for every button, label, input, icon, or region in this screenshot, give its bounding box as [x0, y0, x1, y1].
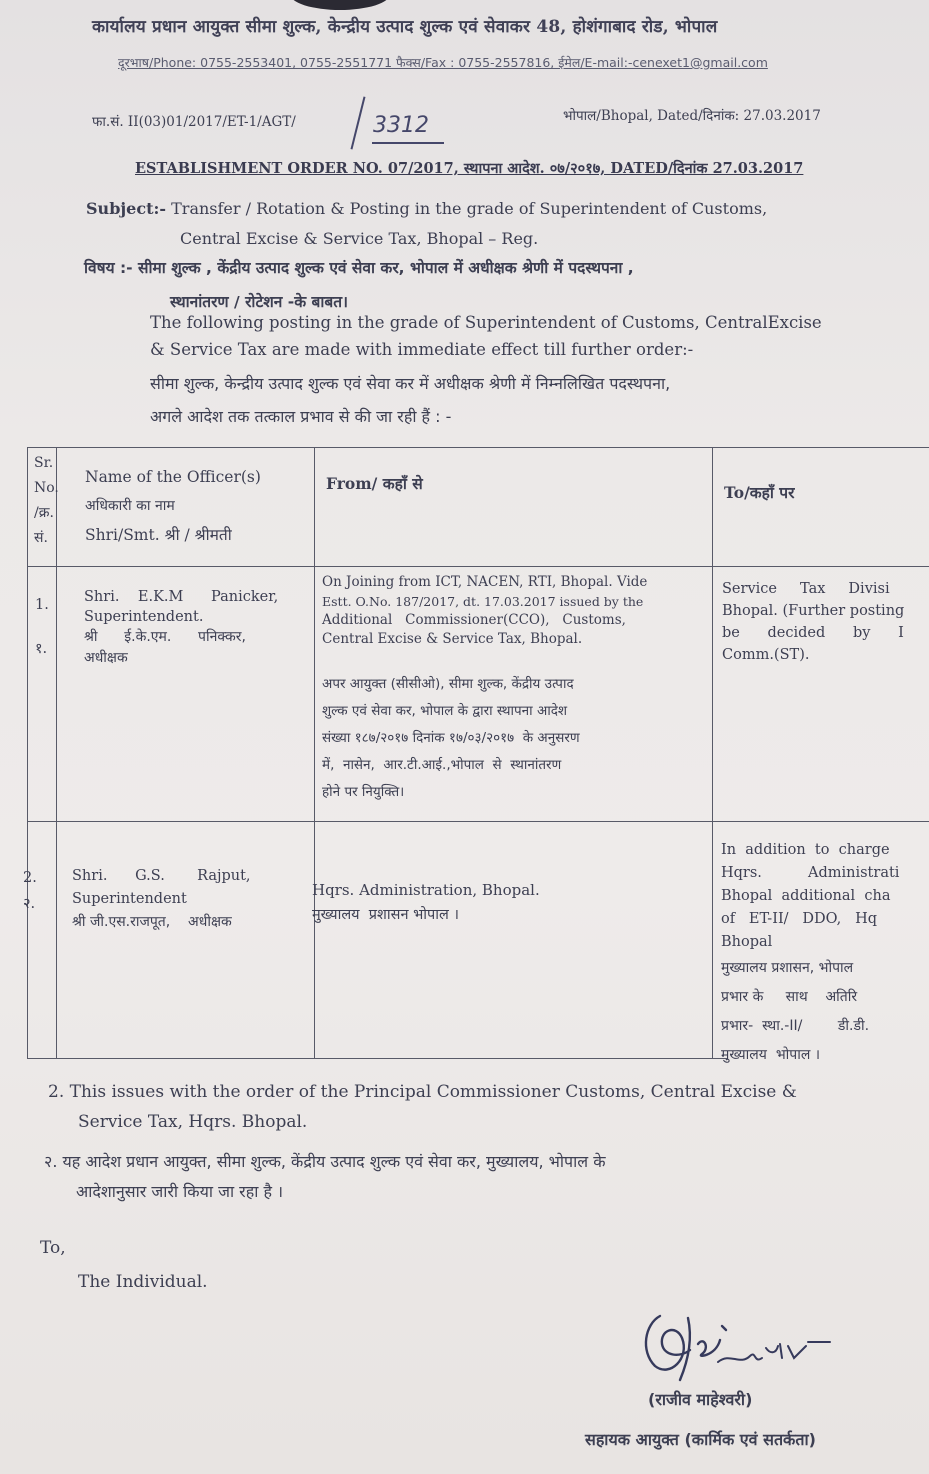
handwritten-underline	[372, 142, 444, 144]
row-1-from-hi-3: संख्या १८७/२०१७ दिनांक १७/०३/२०१७ के अनुसरण	[322, 730, 580, 746]
header-name	[85, 463, 261, 550]
row-2-designation-en: Superintendent	[72, 891, 187, 907]
para-2-hi-1: २. यह आदेश प्रधान आयुक्त, सीमा शुल्क, केंद्रीय उत्पाद शुल्क एवं सेवा कर, मुख्यालय, भोपाल के	[44, 1152, 606, 1171]
handwritten-slash	[350, 97, 365, 150]
postings-table	[23, 447, 929, 1063]
header-from: From/ कहाँ से	[326, 474, 423, 493]
subject-label: Subject:-	[86, 199, 167, 218]
para-2-hi-2: आदेशानुसार जारी किया जा रहा है ।	[76, 1182, 284, 1201]
subject-text-1: Transfer / Rotation & Posting in the grade of Superintendent of Customs,	[171, 199, 768, 218]
row-1-to-2: Bhopal. (Further posting	[722, 603, 905, 619]
hindi-subject-line-2: स्थानांतरण / रोटेशन -के बाबत।	[170, 293, 348, 311]
subject-line-2: Central Excise & Service Tax, Bhopal – Reg.	[180, 229, 539, 248]
row-2-name-hi: श्री जी.एस.राजपूत, अधीक्षक	[72, 914, 232, 930]
row-1-to-4: Comm.(ST).	[722, 647, 810, 663]
subject-line-1	[86, 198, 767, 220]
contact-line: दूरभाष/Phone: 0755-2553401, 0755-2551771 फैक्स/Fax : 0755-2557816, ईमेल/E-mail:-cenexet1@gmail.com	[118, 55, 768, 70]
row-2-from	[312, 877, 696, 926]
row-2-to-1: In addition to charge	[721, 842, 890, 858]
ink-blot	[290, 0, 390, 10]
row-2-from-en: Hqrs. Administration, Bhopal.	[312, 881, 540, 899]
row-1-spacer	[322, 649, 706, 671]
row-2-sr	[23, 865, 37, 917]
row-1-sr-hi: १.	[35, 641, 48, 657]
header-sr	[34, 451, 59, 551]
para-2-en-2: Service Tax, Hqrs. Bhopal.	[78, 1112, 308, 1132]
row-1-from	[322, 573, 706, 806]
signatory-designation: सहायक आयुक्त (कार्मिक एवं सतर्कता)	[585, 1430, 816, 1449]
date-line: भोपाल/Bhopal, Dated/दिनांक: 27.03.2017	[563, 108, 821, 124]
row-1-from-hi-1: अपर आयुक्त (सीसीओ), सीमा शुल्क, केंद्रीय उत्पाद	[322, 676, 574, 692]
header-to: To/कहाँ पर	[724, 483, 795, 502]
handwritten-ref-number: 3312	[373, 113, 429, 138]
hindi-subject-text-1: सीमा शुल्क , केंद्रीय उत्पाद शुल्क एवं सेवा कर, भोपाल में अधीक्षक श्रेणी में पदस्थपना ,	[138, 259, 634, 277]
row-1-from-hi-2: शुल्क एवं सेवा कर, भोपाल के द्वारा स्थापना आदेश	[322, 703, 568, 719]
row-1-from-hi-4: में, नासेन, आर.टी.आई.,भोपाल से स्थानांतरण	[322, 757, 562, 773]
para-2-en-1: 2. This issues with the order of the Principal Commissioner Customs, Central Excise &	[48, 1082, 797, 1102]
row-2-to	[721, 839, 929, 1070]
row-2-to-9: मुख्यालय भोपाल ।	[721, 1047, 821, 1063]
col-border-left	[27, 447, 28, 1059]
row-2-from-hi: मुख्यालय प्रशासन भोपाल ।	[312, 907, 459, 923]
header-sr-2: No.	[34, 480, 59, 496]
header-sr-1: Sr.	[34, 455, 54, 471]
office-header: कार्यालय प्रधान आयुक्त सीमा शुल्क, केन्द्रीय उत्पाद शुल्क एवं सेवाकर 48, होशंगाबाद रोड, भोपाल	[92, 17, 718, 37]
intro-hi-1: सीमा शुल्क, केन्द्रीय उत्पाद शुल्क एवं सेवा कर में अधीक्षक श्रेणी में निम्नलिखित पदस्थपना,	[150, 374, 671, 393]
header-row-border	[27, 566, 929, 567]
file-number: फा.सं. II(03)01/2017/ET-1/AGT/	[92, 114, 296, 130]
row-2-officer	[72, 865, 302, 933]
row-1-name-en: Shri. E.K.M Panicker,	[84, 589, 279, 605]
intro-en-1: The following posting in the grade of Superintendent of Customs, CentralExcise	[150, 313, 822, 332]
row-2-sr-en: 2.	[23, 870, 37, 886]
col-border-2	[314, 447, 315, 1059]
row-1-sr	[35, 583, 49, 671]
row-1-to-3: be decided by I	[722, 625, 904, 641]
row-2-to-5: Bhopal	[721, 934, 773, 950]
signatory-name: (राजीव माहेश्वरी)	[648, 1390, 753, 1409]
recipient: The Individual.	[78, 1272, 208, 1292]
header-sr-4: सं.	[34, 530, 48, 546]
to-label: To,	[40, 1238, 66, 1258]
row-1-from-en-2: Estt. O.No. 187/2017, dt. 17.03.2017 issued by the	[322, 594, 644, 609]
row-1-designation-en: Superintendent.	[84, 609, 204, 625]
col-border-3	[712, 447, 713, 1059]
row-1-from-hi-5: होने पर नियुक्ति।	[322, 784, 405, 800]
header-name-2: अधिकारी का नाम	[85, 498, 175, 514]
header-name-3: Shri/Smt. श्री / श्रीमती	[85, 526, 232, 544]
row-1-from-en-4: Central Excise & Service Tax, Bhopal.	[322, 631, 583, 647]
row-2-to-4: of ET-II/ DDO, Hq	[721, 911, 878, 927]
row-2-to-8: प्रभार- स्था.-II/ डी.डी.	[721, 1018, 870, 1034]
row-2-name-en: Shri. G.S. Rajput,	[72, 868, 251, 884]
row-2-to-3: Bhopal additional cha	[721, 888, 891, 904]
row-1-to-1: Service Tax Divisi	[722, 581, 890, 597]
hindi-subject-label: विषय :-	[84, 259, 133, 277]
row-1-officer	[84, 587, 302, 669]
row-1-to	[722, 578, 929, 666]
row-1-designation-hi: अधीक्षक	[84, 650, 128, 666]
row-2-sr-hi: २.	[23, 896, 36, 912]
row-2-to-6: मुख्यालय प्रशासन, भोपाल	[721, 960, 854, 976]
row-1-from-en-1: On Joining from ICT, NACEN, RTI, Bhopal. Vide	[322, 574, 648, 590]
row-2-to-2: Hqrs. Administrati	[721, 865, 900, 881]
header-name-1: Name of the Officer(s)	[85, 468, 261, 486]
row-1-from-en-3: Additional Commissioner(CCO), Customs,	[322, 612, 626, 628]
hindi-subject-line-1	[84, 253, 634, 283]
row-2-to-7: प्रभार के साथ अतिरि	[721, 989, 858, 1005]
row-1-border	[27, 821, 929, 822]
order-title: ESTABLISHMENT ORDER NO. 07/2017, स्थापना आदेश. ०७/२०१७, DATED/दिनांक 27.03.2017	[135, 160, 804, 177]
handwritten-signature	[630, 1296, 850, 1391]
row-1-sr-en: 1.	[35, 597, 49, 613]
intro-en-2: & Service Tax are made with immediate effect till further order:-	[150, 340, 694, 359]
header-sr-3: /क्र.	[34, 505, 54, 521]
intro-hi-2: अगले आदेश तक तत्काल प्रभाव से की जा रही हैं : -	[150, 407, 452, 426]
table-border-top	[27, 447, 929, 448]
row-1-name-hi: श्री ई.के.एम. पनिक्कर,	[84, 629, 246, 645]
table-border-bottom	[27, 1058, 727, 1059]
